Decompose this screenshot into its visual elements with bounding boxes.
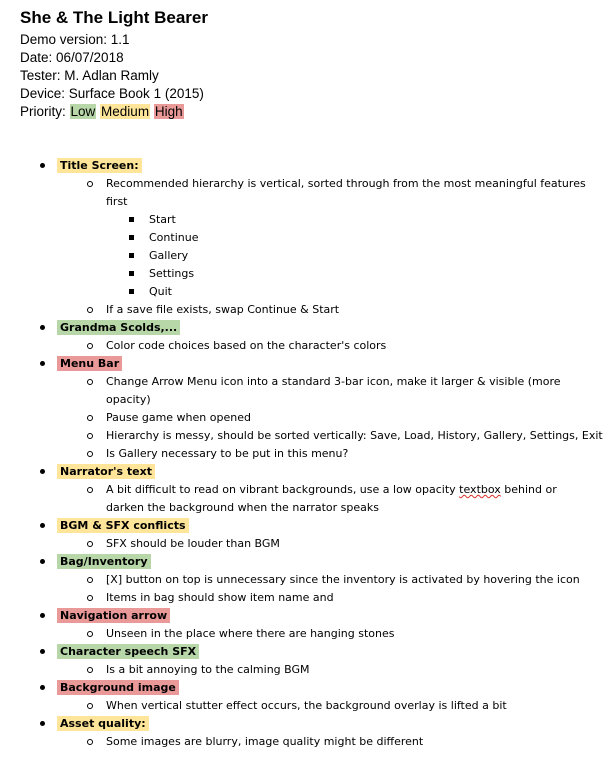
title-screen-point-2: If a save file exists, swap Continue & Start xyxy=(106,303,340,316)
bullet-dot-icon xyxy=(40,649,45,654)
asset-point-1: Some images are blurry, image quality might be different xyxy=(106,735,424,748)
square-bullet-icon xyxy=(129,235,134,240)
grandma-point-1: Color code choices based on the character's colors xyxy=(106,339,387,352)
demo-version: Demo version: 1.1 xyxy=(20,32,130,47)
section-narrator-text: Narrator's text xyxy=(57,464,155,479)
document-title: She & The Light Bearer xyxy=(20,8,208,27)
section-asset-quality: Asset quality: xyxy=(57,716,149,731)
circle-bullet-icon xyxy=(87,181,93,187)
bullet-dot-icon xyxy=(40,469,45,474)
narrator-point-1-text: A bit difficult to read on vibrant backgrounds, use a low opacity xyxy=(106,483,460,496)
bullet-dot-icon xyxy=(40,685,45,690)
bullet-dot-icon xyxy=(40,361,45,366)
square-bullet-icon xyxy=(129,217,134,222)
section-bgm-sfx: BGM & SFX conflicts xyxy=(57,518,189,533)
menu-option-quit: Quit xyxy=(149,285,172,298)
circle-bullet-icon xyxy=(87,433,93,439)
speech-point-1: Is a bit annoying to the calming BGM xyxy=(106,663,310,676)
priority-label: Priority: xyxy=(20,104,70,119)
bullet-dot-icon xyxy=(40,325,45,330)
section-menu-bar: Menu Bar xyxy=(57,356,122,371)
bgm-point-1: SFX should be louder than BGM xyxy=(106,537,280,550)
circle-bullet-icon xyxy=(87,595,93,601)
tester-name: Tester: M. Adlan Ramly xyxy=(20,68,159,83)
priority-legend xyxy=(20,104,184,119)
circle-bullet-icon xyxy=(87,631,93,637)
section-bag-inventory: Bag/Inventory xyxy=(57,554,151,569)
bullet-dot-icon xyxy=(40,559,45,564)
narrator-point-1-cont: darken the background when the narrator speaks xyxy=(106,501,380,514)
narrator-point-1-tail: behind or xyxy=(500,483,557,496)
section-grandma-scolds: Grandma Scolds,... xyxy=(57,320,180,335)
bag-point-1: [X] button on top is unnecessary since the inventory is activated by hovering the icon xyxy=(106,573,580,586)
narrator-point-1 xyxy=(106,483,557,496)
circle-bullet-icon xyxy=(87,343,93,349)
test-date: Date: 06/07/2018 xyxy=(20,50,124,65)
circle-bullet-icon xyxy=(87,577,93,583)
square-bullet-icon xyxy=(129,271,134,276)
circle-bullet-icon xyxy=(87,703,93,709)
circle-bullet-icon xyxy=(87,667,93,673)
circle-bullet-icon xyxy=(87,379,93,385)
circle-bullet-icon xyxy=(87,739,93,745)
circle-bullet-icon xyxy=(87,541,93,547)
title-screen-point-1-cont: first xyxy=(106,195,128,208)
circle-bullet-icon xyxy=(87,415,93,421)
menu-bar-point-4: Is Gallery necessary to be put in this menu? xyxy=(106,447,349,460)
menu-option-gallery: Gallery xyxy=(149,249,189,262)
menu-option-start: Start xyxy=(149,213,176,226)
menu-option-settings: Settings xyxy=(149,267,195,280)
nav-arrow-point-1: Unseen in the place where there are hanging stones xyxy=(106,627,395,640)
menu-bar-point-3: Hierarchy is messy, should be sorted vertically: Save, Load, History, Gallery, Settings, Exit xyxy=(106,429,603,442)
bullet-dot-icon xyxy=(40,721,45,726)
title-screen-point-1: Recommended hierarchy is vertical, sorted through from the most meaningful features xyxy=(106,177,586,190)
section-title-screen: Title Screen: xyxy=(57,158,142,173)
menu-option-continue: Continue xyxy=(149,231,199,244)
circle-bullet-icon xyxy=(87,307,93,313)
section-background-image: Background image xyxy=(57,680,179,695)
background-point-1: When vertical stutter effect occurs, the background overlay is lifted a bit xyxy=(106,699,507,712)
square-bullet-icon xyxy=(129,289,134,294)
priority-medium-chip: Medium xyxy=(101,104,150,119)
bag-point-2: Items in bag should show item name and xyxy=(106,591,334,604)
menu-bar-point-1: Change Arrow Menu icon into a standard 3-bar icon, make it larger & visible (more xyxy=(106,375,561,388)
section-navigation-arrow: Navigation arrow xyxy=(57,608,170,623)
menu-bar-point-1-cont: opacity) xyxy=(106,393,151,406)
section-character-speech: Character speech SFX xyxy=(57,644,199,659)
device-info: Device: Surface Book 1 (2015) xyxy=(20,86,204,101)
bullet-dot-icon xyxy=(40,613,45,618)
square-bullet-icon xyxy=(129,253,134,258)
circle-bullet-icon xyxy=(87,451,93,457)
circle-bullet-icon xyxy=(87,487,93,493)
priority-low-chip: Low xyxy=(70,104,96,119)
bullet-dot-icon xyxy=(40,163,45,168)
menu-bar-point-2: Pause game when opened xyxy=(106,411,251,424)
priority-high-chip: High xyxy=(154,104,183,119)
bullet-dot-icon xyxy=(40,523,45,528)
spellcheck-word: textbox xyxy=(459,483,501,496)
